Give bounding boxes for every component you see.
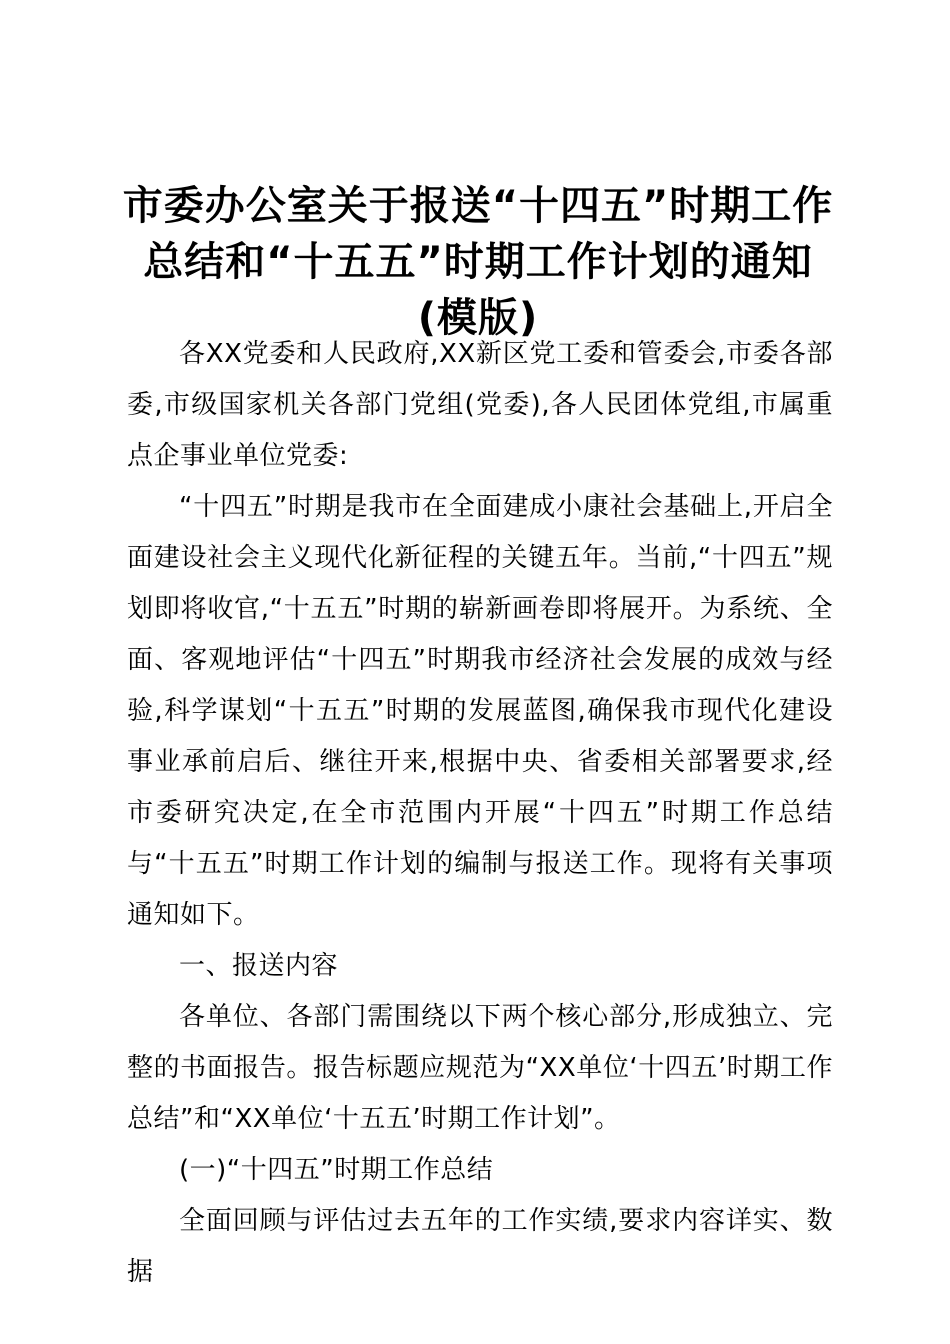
section-paragraph: 各单位、各部门需围绕以下两个核心部分,形成独立、完整的书面报告。报告标题应规范为“XX单位‘十四五’时期工作总结”和“XX单位‘十五五’时期工作计划”。 bbox=[127, 1002, 833, 1134]
salutation-paragraph: 各XX党委和人民政府,XX新区党工委和管委会,市委各部委,市级国家机关各部门党组(党委),各人民团体党组,市属重点企事业单位党委: bbox=[127, 339, 833, 471]
document-title: 市委办公室关于报送“十四五”时期工作总结和“十五五”时期工作计划的通知(模版) bbox=[122, 183, 834, 341]
subsection-paragraph: 全面回顾与评估过去五年的工作实绩,要求内容详实、数据 bbox=[127, 1206, 833, 1287]
intro-paragraph: “十四五”时期是我市在全面建成小康社会基础上,开启全面建设社会主义现代化新征程的关键五年。当前,“十四五”规划即将收官,“十五五”时期的崭新画卷即将展开。为系统、全面、客观地评估“十四五”时期我市经济社会发展的成效与经验,科学谋划“十五五”时期的发展蓝图,确保我市现代化建设事业承前启后、继往开来,根据中央、省委相关部署要求,经市委研究决定,在全市范围内开展“十四五”时期工作总结与“十五五”时期工作计划的编制与报送工作。现将有关事项通知如下。 bbox=[127, 492, 833, 930]
document-body bbox=[127, 329, 833, 1298]
section-heading: 一、报送内容 bbox=[179, 951, 339, 981]
subsection-heading: (一)“十四五”时期工作总结 bbox=[179, 1155, 494, 1185]
